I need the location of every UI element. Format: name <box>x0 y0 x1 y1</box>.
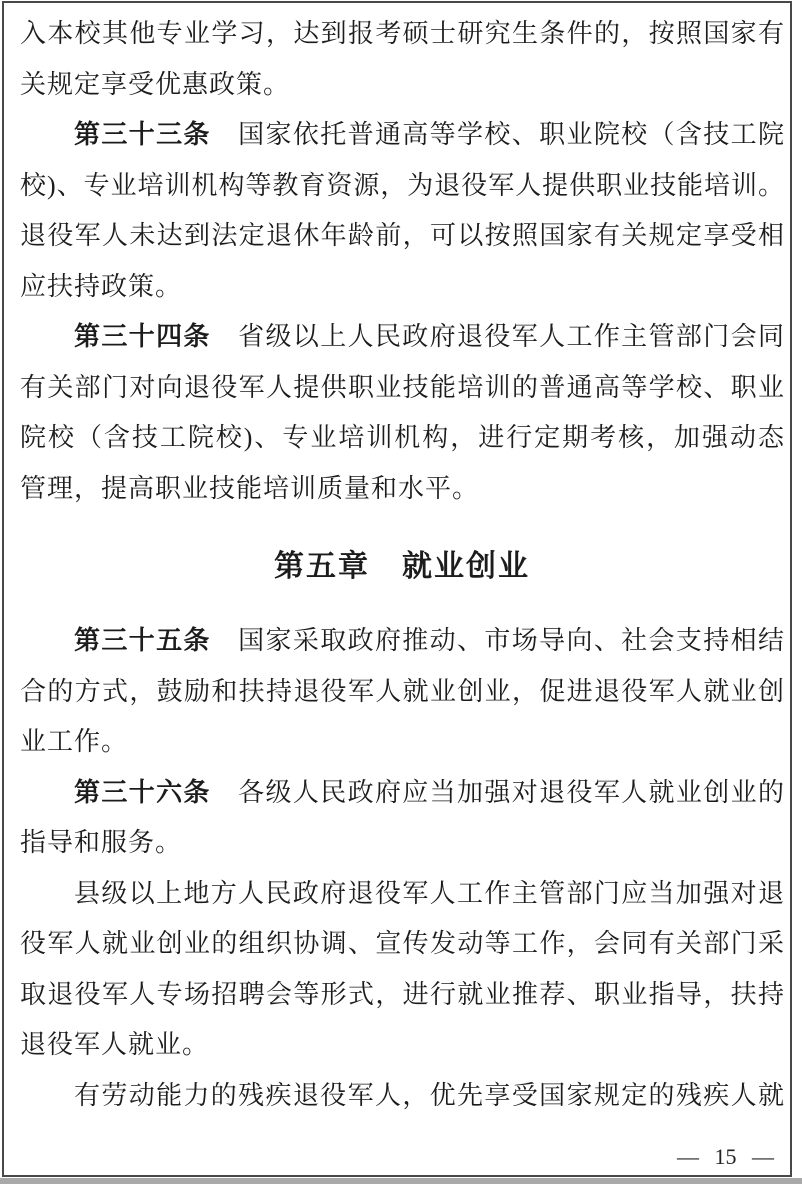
line-text: 省级以上人民政府退役军人工作主管部门会同 <box>210 322 784 351</box>
line-text: 各级人民政府应当加强对退役军人就业创业的 <box>210 777 784 807</box>
text-line: 管理，提高职业技能培训质量和水平。 <box>20 473 480 503</box>
text-line: 退役军人未达到法定退休年龄前，可以按照国家有关规定享受相 <box>20 221 784 250</box>
line-text: 国家依托普通高等学校、职业院校（含技工院 <box>210 120 784 149</box>
chapter-heading: 第五章 就业创业 <box>274 550 530 583</box>
article-number: 第三十四条 <box>74 322 211 351</box>
text-line: 校)、专业培训机构等教育资源，为退役军人提供职业技能培训。 <box>20 170 784 200</box>
article-number: 第三十五条 <box>74 626 211 655</box>
page-number: — 15 — <box>677 1144 774 1169</box>
document-body <box>4 3 790 1121</box>
text-line: 关规定享受优惠政策。 <box>20 69 291 99</box>
text-line: 入本校其他专业学习，达到报考硕士研究生条件的，按照国家有 <box>20 19 784 48</box>
text-line: 应扶持政策。 <box>20 271 183 301</box>
text-line: 院校（含技工院校)、专业培训机构，进行定期考核，加强动态 <box>20 423 784 452</box>
line-text: 国家采取政府推动、市场导向、社会支持相结 <box>210 626 784 655</box>
article-number: 第三十三条 <box>74 120 211 149</box>
text-line: 役军人就业创业的组织协调、宣传发动等工作，会同有关部门采 <box>20 929 784 958</box>
scan-bottom-edge <box>0 1178 802 1184</box>
text-line: 合的方式，鼓励和扶持退役军人就业创业，促进退役军人就业创 <box>20 676 784 706</box>
text-line: 取退役军人专场招聘会等形式，进行就业推荐、职业指导，扶持 <box>20 979 784 1009</box>
text-line <box>20 768 784 819</box>
text-line: 指导和服务。 <box>20 828 183 857</box>
page-border <box>2 1 792 1177</box>
text-line: 业工作。 <box>20 727 129 756</box>
text-line: 有关部门对向退役军人提供职业技能培训的普通高等学校、职业 <box>20 372 784 402</box>
text-line <box>20 616 784 667</box>
text-line: 县级以上地方人民政府退役军人工作主管部门应当加强对退 <box>74 878 784 908</box>
text-line: 退役军人就业。 <box>20 1030 210 1059</box>
text-line <box>20 312 784 363</box>
text-line: 有劳动能力的残疾退役军人，优先享受国家规定的残疾人就 <box>74 1080 784 1110</box>
article-number: 第三十六条 <box>74 777 211 807</box>
text-line <box>20 110 784 161</box>
